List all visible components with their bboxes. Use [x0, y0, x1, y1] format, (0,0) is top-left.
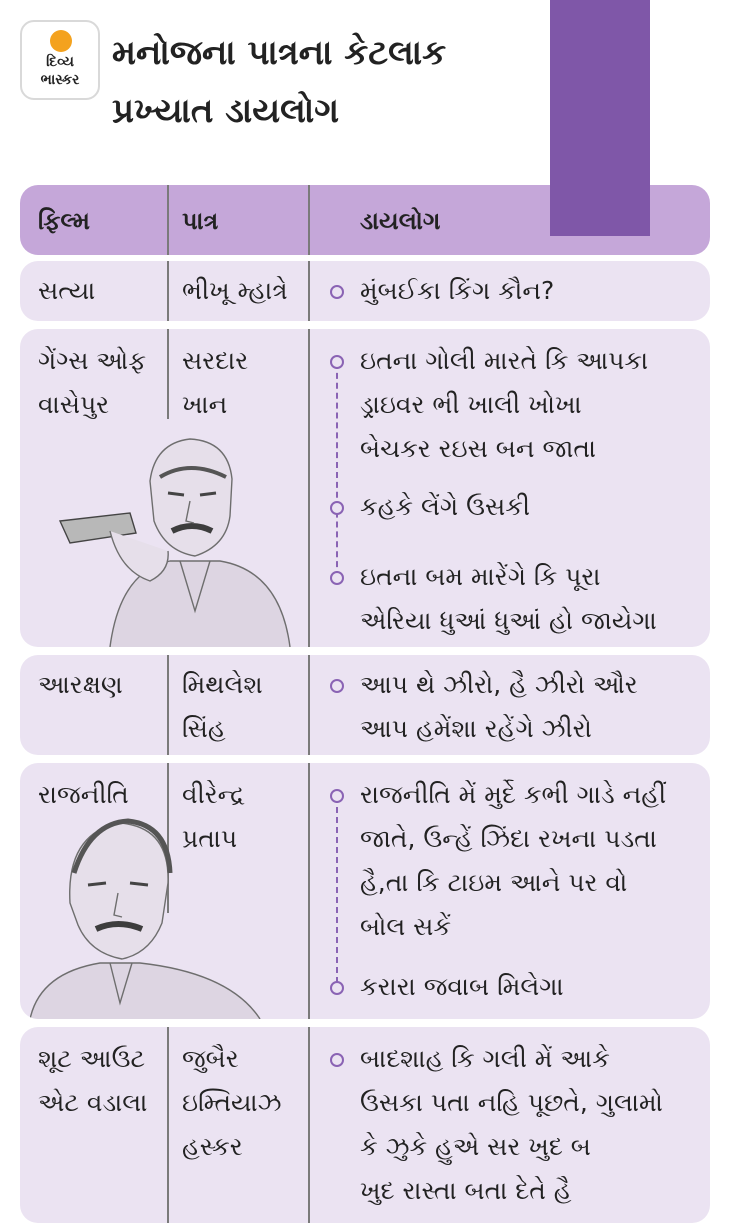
header-dialogue: ડાયલોગ — [360, 207, 441, 235]
logo-text-line2: ભાસ્કર — [40, 72, 80, 88]
logo-text-line1: દિવ્ય — [46, 54, 74, 70]
table-row — [20, 655, 710, 755]
bullet-icon — [330, 355, 344, 369]
column-divider — [167, 329, 169, 419]
role-name: મિથલેશ સિંહ — [182, 670, 263, 743]
film-name: રાજનીતિ — [38, 780, 129, 809]
dialogue-text: કહકે લેંગે ઉસકી — [360, 492, 531, 521]
role-name: ભીખૂ મ્હાત્રે — [182, 276, 288, 305]
column-divider — [308, 185, 310, 255]
dialogue-text: બાદશાહ કિ ગલી મેં આકે ઉસકા પતા નહિ પૂછતે, ગુલામો કે ઝુકે હુએ સર ખુદ બ ખુદ રાસ્તા બતા દેતે હૈ — [360, 1044, 663, 1205]
role-name: વીરેન્દ્ર પ્રતાપ — [182, 780, 245, 853]
decorative-accent-bar — [550, 0, 650, 236]
timeline-connector — [336, 797, 338, 983]
title-line2: પ્રખ્યાત ડાયલોગ — [112, 91, 340, 131]
film-name: આરક્ષણ — [38, 670, 123, 699]
bullet-icon — [330, 571, 344, 585]
bullet-icon — [330, 981, 344, 995]
column-divider — [167, 261, 169, 321]
divya-bhaskar-logo — [20, 20, 100, 100]
dialogue-text: ઇતના ગોલી મારતે કિ આપકા ડ્રાઇવર ભી ખાલી ખોખા બેચકર રઇસ બન જાતા — [360, 346, 649, 463]
title-line1: મનોજના પાત્રના કેટલાક — [112, 33, 447, 73]
dialogue-text: આપ થે ઝીરો, હૈ ઝીરો ઔર આપ હમેંશા રહેંગે ઝીરો — [360, 670, 638, 743]
dialogue-text: ઇતના બમ મારેંગે કિ પૂરા એરિયા ધુઆં ધુઆં હો જાયેગા — [360, 562, 657, 635]
dialogue-text: રાજનીતિ મેં મુર્દે કભી ગાડે નહીં જાતે, ઉન્હેં ઝિંદા રખના પડતા હૈ,તા કિ ટાઇમ આને પર વો બોલ સકેં — [360, 780, 667, 941]
sun-icon — [50, 30, 72, 52]
bullet-icon — [330, 679, 344, 693]
bullet-icon — [330, 285, 344, 299]
header-film: ફિલ્મ — [38, 207, 90, 235]
page-title — [112, 24, 552, 140]
dialogue-text: કરારા જવાબ મિલેગા — [360, 972, 564, 1001]
table-row — [20, 261, 710, 321]
film-name: શૂટ આઉટ એટ વડાલા — [38, 1044, 148, 1117]
header-role: પાત્ર — [182, 207, 219, 235]
table-row — [20, 329, 710, 647]
table-row — [20, 1027, 710, 1223]
timeline-connector — [336, 363, 338, 577]
dialogue-text: મુંબઈકા કિંગ કૌન? — [360, 276, 555, 305]
film-name: સત્યા — [38, 276, 96, 305]
bullet-icon — [330, 501, 344, 515]
bullet-icon — [330, 1053, 344, 1067]
column-divider — [167, 1027, 169, 1223]
film-name: ગેંગ્સ ઓફ વાસેપુર — [38, 346, 147, 419]
bullet-icon — [330, 789, 344, 803]
column-divider — [167, 655, 169, 755]
dialogue-table — [20, 185, 710, 1231]
role-name: જુબૈર ઇમ્તિયાઝ હસ્કર — [182, 1044, 282, 1161]
character-sketch-image — [50, 421, 300, 647]
table-row — [20, 763, 710, 1019]
character-sketch-image — [30, 813, 290, 1019]
column-divider — [167, 185, 169, 255]
role-name: સરદાર ખાન — [182, 346, 249, 419]
